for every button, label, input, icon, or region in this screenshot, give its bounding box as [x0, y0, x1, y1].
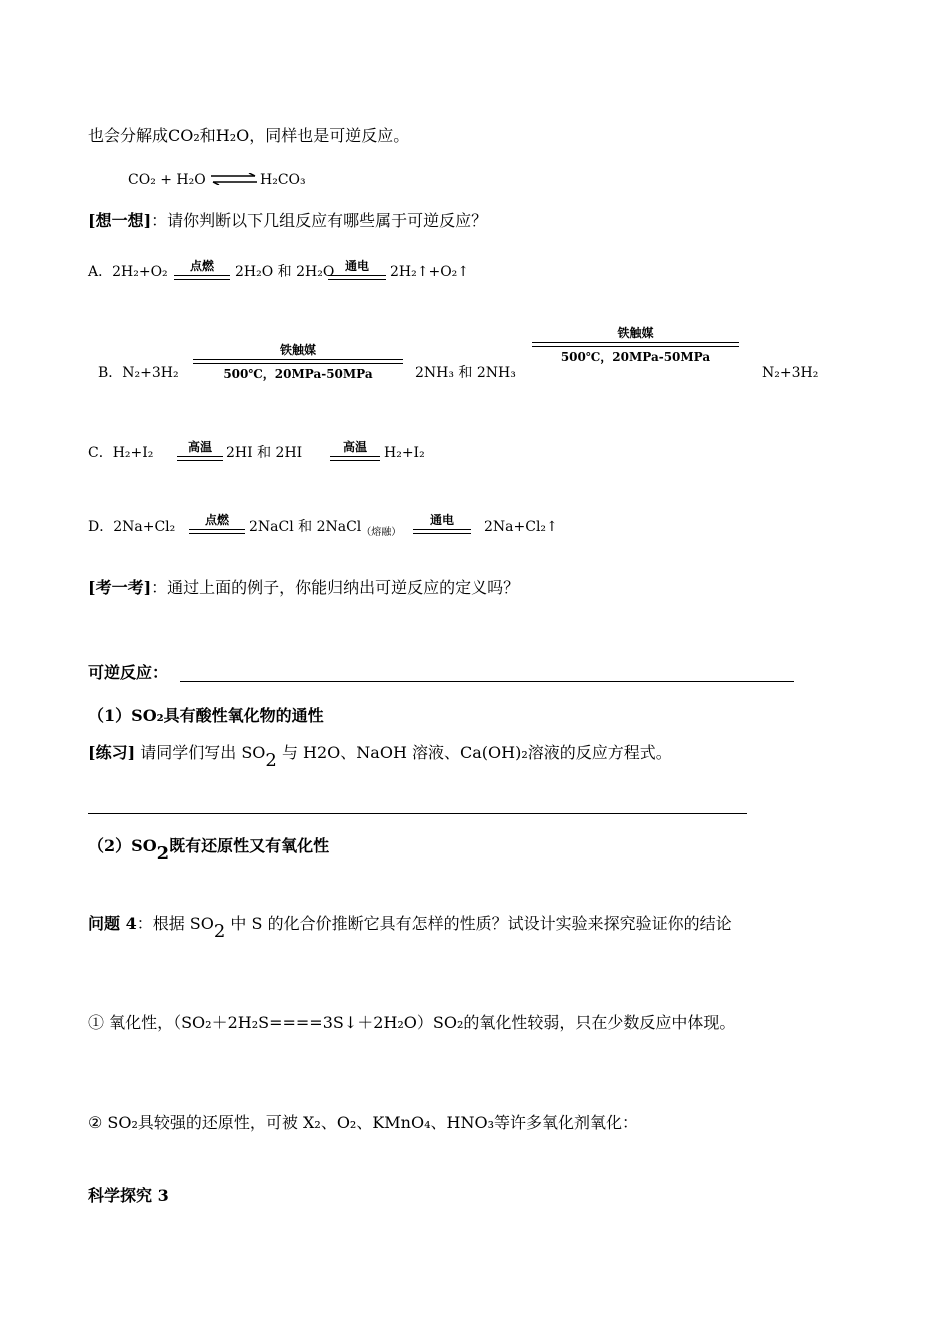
option-b-end: N₂+3H₂ — [762, 365, 819, 381]
reversible-arrow-icon — [211, 170, 257, 189]
consider-line — [88, 580, 519, 596]
option-d-mid: 2NaCl 和 2NaCl$_{(熔融)}$ — [249, 519, 402, 538]
practice-line: [练习] 请同学们写出 SO2 与 H2O、NaOH 溶液、Ca(OH)₂溶液的反应方程式。 — [88, 743, 672, 771]
option-a-end: 2H₂↑+O₂↑ — [390, 264, 470, 280]
point-oxidizing: ① 氧化性，（SO₂＋2H₂S====3S↓＋2H₂O）SO₂的氧化性较弱，只在少数反应中体现。 — [88, 1013, 736, 1032]
option-a-prefix: A．2H₂+O₂ — [88, 264, 168, 280]
science-inquiry-heading: 科学探究 3 — [88, 1186, 169, 1205]
think-label: [想一想] — [88, 211, 152, 230]
think-text: ：请你判断以下几组反应有哪些属于可逆反应？ — [151, 211, 488, 230]
option-c-mid: 2HI 和 2HI — [226, 445, 303, 461]
think-line — [88, 213, 487, 229]
consider-label: [考一考] — [88, 578, 152, 597]
condition-ignite-d: 点燃 — [189, 514, 245, 534]
option-a-mid: 2H₂O 和 2H₂O — [235, 264, 335, 280]
consider-text: ：通过上面的例子，你能归纳出可逆反应的定义吗？ — [151, 578, 520, 597]
practice-answer-line — [88, 813, 747, 814]
condition-high-temp-1: 高温 — [177, 441, 223, 461]
equation-co2-left: CO₂ + H₂O — [128, 172, 206, 188]
question4-line: 问题 4：根据 SO2 中 S 的化合价推断它具有怎样的性质？试设计实验来探究验证你的结论 — [88, 914, 732, 942]
definition-answer-line — [180, 681, 794, 682]
condition-catalyst-1: 铁触媒 500℃，20MPa-50MPa — [193, 344, 403, 380]
condition-high-temp-2: 高温 — [330, 441, 380, 461]
condition-electrolysis: 通电 — [328, 260, 386, 280]
intro-line: 也会分解成CO₂和H₂O，同样也是可逆反应。 — [88, 126, 410, 145]
definition-label: 可逆反应： — [88, 663, 169, 682]
option-d-prefix: D．2Na+Cl₂ — [88, 519, 176, 535]
condition-ignite: 点燃 — [174, 260, 230, 280]
option-c-end: H₂+I₂ — [384, 445, 425, 461]
section2-title: （2）SO2既有还原性又有氧化性 — [88, 836, 330, 864]
condition-electrolysis-d: 通电 — [413, 514, 471, 534]
practice-label: [练习] — [88, 743, 136, 762]
section1-title: （1）SO₂具有酸性氧化物的通性 — [88, 706, 324, 725]
question4-label: 问题 4 — [88, 914, 137, 933]
option-d-end: 2Na+Cl₂↑ — [484, 519, 558, 535]
option-b-mid: 2NH₃ 和 2NH₃ — [415, 365, 516, 381]
molten-note: （熔融） — [361, 527, 402, 538]
option-c-prefix: C．H₂+I₂ — [88, 445, 154, 461]
option-b-prefix: B．N₂+3H₂ — [98, 365, 179, 381]
equation-co2-right: H₂CO₃ — [260, 172, 306, 188]
condition-catalyst-2: 铁触媒 500℃，20MPa-50MPa — [532, 327, 739, 363]
point-reducing: ② SO₂具较强的还原性，可被 X₂、O₂、KMnO₄、HNO₃等许多氧化剂氧化： — [88, 1113, 639, 1132]
